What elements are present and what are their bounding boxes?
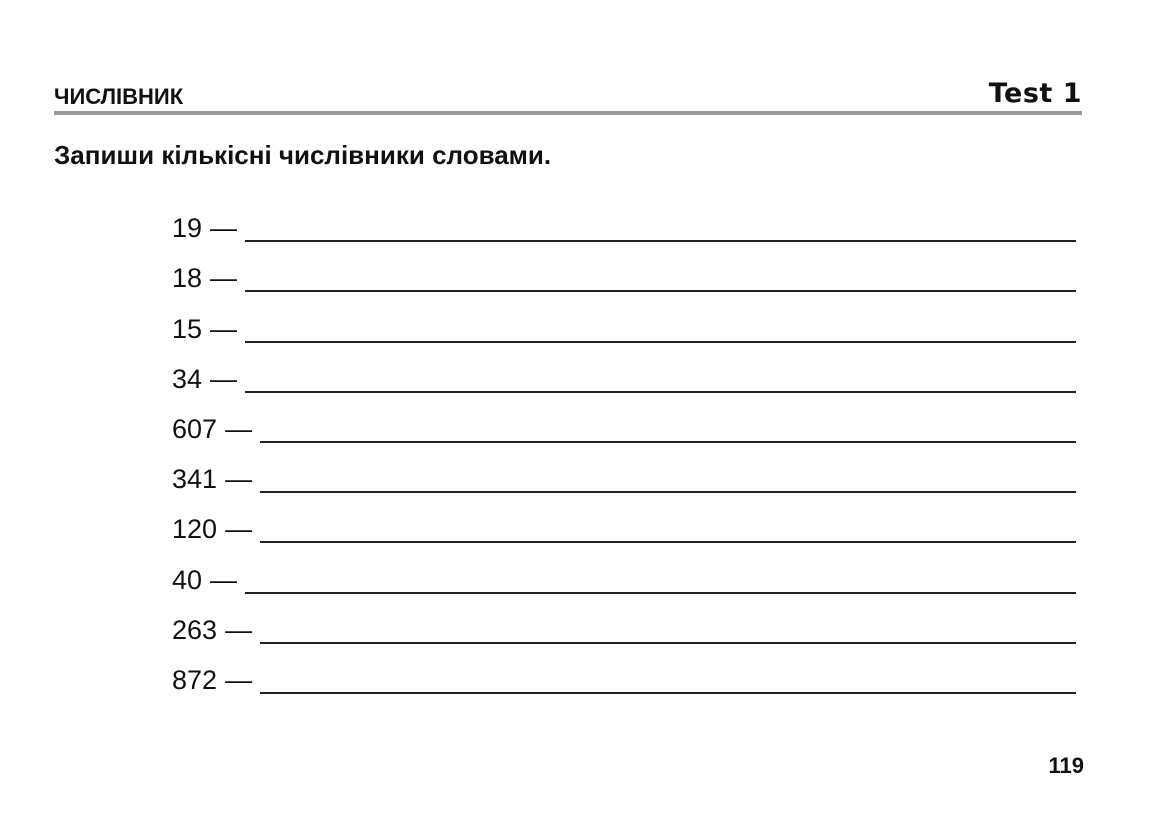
answer-line[interactable] xyxy=(260,662,1076,694)
exercise-number: 15 xyxy=(172,313,203,344)
page-header xyxy=(54,78,1082,110)
answer-line[interactable] xyxy=(260,461,1076,493)
task-instruction: Запиши кількісні числівники словами. xyxy=(54,140,552,170)
exercise-row xyxy=(172,347,1076,397)
exercise-row xyxy=(172,547,1076,597)
em-dash: — xyxy=(225,413,253,444)
exercise-row xyxy=(172,497,1076,547)
em-dash: — xyxy=(225,514,253,545)
exercise-row xyxy=(172,296,1076,346)
em-dash: — xyxy=(225,614,253,645)
em-dash: — xyxy=(210,313,238,344)
answer-line[interactable] xyxy=(245,361,1076,393)
em-dash: — xyxy=(225,464,253,495)
em-dash: — xyxy=(225,664,253,695)
header-divider xyxy=(54,111,1082,115)
exercise-row xyxy=(172,246,1076,296)
em-dash: — xyxy=(210,363,238,394)
section-title: ЧИСЛІВНИК xyxy=(54,84,184,109)
exercise-number: 872 xyxy=(172,664,218,695)
exercise-list xyxy=(172,196,1076,698)
answer-line[interactable] xyxy=(260,612,1076,644)
exercise-row xyxy=(172,196,1076,246)
exercise-number: 263 xyxy=(172,614,218,645)
test-label: Test 1 xyxy=(988,78,1082,109)
em-dash: — xyxy=(210,564,238,595)
answer-line[interactable] xyxy=(245,210,1076,242)
exercise-row xyxy=(172,397,1076,447)
exercise-number: 18 xyxy=(172,263,203,294)
answer-line[interactable] xyxy=(245,562,1076,594)
exercise-row xyxy=(172,598,1076,648)
exercise-number: 120 xyxy=(172,514,218,545)
answer-line[interactable] xyxy=(245,311,1076,343)
exercise-row xyxy=(172,447,1076,497)
answer-line[interactable] xyxy=(260,511,1076,543)
exercise-number: 40 xyxy=(172,564,203,595)
exercise-number: 607 xyxy=(172,413,218,444)
answer-line[interactable] xyxy=(245,260,1076,292)
em-dash: — xyxy=(210,213,238,244)
exercise-number: 34 xyxy=(172,363,203,394)
answer-line[interactable] xyxy=(260,411,1076,443)
exercise-number: 19 xyxy=(172,213,203,244)
page-number: 119 xyxy=(1048,753,1084,778)
exercise-number: 341 xyxy=(172,464,218,495)
em-dash: — xyxy=(210,263,238,294)
exercise-row xyxy=(172,648,1076,698)
